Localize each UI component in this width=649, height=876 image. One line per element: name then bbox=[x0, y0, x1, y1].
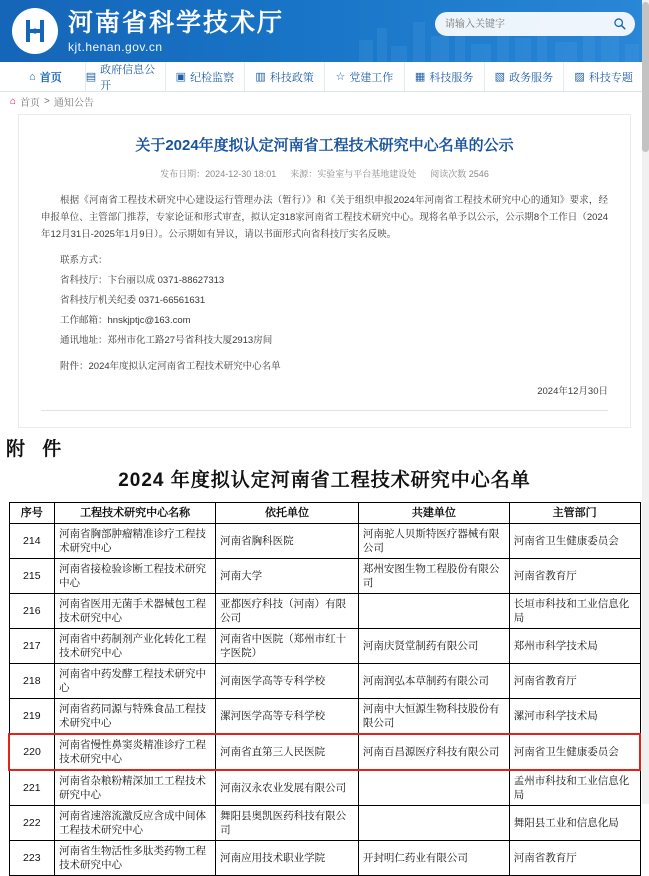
topic-icon: ▨ bbox=[574, 71, 585, 83]
nav-label: 科技服务 bbox=[429, 71, 474, 84]
row-name: 河南省杂粮粉精深加工工程技术研究中心 bbox=[55, 770, 216, 806]
page-title: 关于2024年度拟认定河南省工程技术研究中心名单的公示 bbox=[135, 137, 514, 154]
nav-item-gov-info[interactable] bbox=[86, 62, 166, 91]
table-row bbox=[9, 594, 640, 629]
row-no: 217 bbox=[9, 629, 55, 664]
col-partner: 共建单位 bbox=[358, 503, 509, 524]
table-header-row bbox=[9, 503, 640, 524]
star-icon: ☆ bbox=[335, 71, 346, 83]
shield-icon: ▣ bbox=[175, 71, 187, 83]
nav-label: 首页 bbox=[39, 71, 62, 84]
site-header bbox=[0, 0, 649, 62]
row-partner: 河南润弘本草制药有限公司 bbox=[358, 664, 509, 699]
views-label: 阅读次数 bbox=[430, 169, 467, 179]
row-dept: 河南省教育厅 bbox=[509, 841, 640, 876]
table-row bbox=[9, 664, 640, 699]
center-list-table bbox=[8, 502, 641, 876]
row-dept: 河南省卫生健康委员会 bbox=[509, 734, 640, 770]
row-partner bbox=[358, 594, 509, 629]
row-name: 河南省药同源与特殊食品工程技术研究中心 bbox=[55, 699, 216, 735]
row-host: 河南省胸科医院 bbox=[216, 524, 359, 559]
nav-item-party[interactable] bbox=[325, 62, 405, 91]
article-card bbox=[18, 114, 631, 428]
row-name: 河南省接检验诊断工程技术研究中心 bbox=[55, 559, 216, 594]
table-row bbox=[9, 806, 640, 841]
nav-item-home[interactable] bbox=[6, 62, 86, 91]
row-name: 河南省中药制剂产业化转化工程技术研究中心 bbox=[55, 629, 216, 664]
row-no: 219 bbox=[9, 699, 55, 735]
attachment-label: 附 件 bbox=[6, 439, 68, 460]
row-partner: 郑州安图生物工程股份有限公司 bbox=[358, 559, 509, 594]
row-name: 河南省生物活性多肽类药物工程技术研究中心 bbox=[55, 841, 216, 876]
row-no: 218 bbox=[9, 664, 55, 699]
article-body bbox=[41, 192, 608, 400]
row-partner bbox=[358, 770, 509, 806]
row-dept: 河南省教育厅 bbox=[509, 559, 640, 594]
row-no: 215 bbox=[9, 559, 55, 594]
row-host: 舞阳县奥凯医药科技有限公司 bbox=[216, 806, 359, 841]
nav-item-tech-service[interactable] bbox=[405, 62, 485, 91]
breadcrumb-current: 通知公告 bbox=[53, 97, 94, 109]
henan-emblem-icon bbox=[12, 8, 58, 54]
nav-item-gov-service[interactable] bbox=[485, 62, 565, 91]
article-source bbox=[290, 167, 416, 180]
row-host: 漯河医学高等专科学校 bbox=[216, 699, 359, 735]
col-host: 依托单位 bbox=[216, 503, 359, 524]
nav-label: 科技政策 bbox=[269, 71, 314, 84]
scrollbar-thumb[interactable] bbox=[642, 2, 649, 152]
divider bbox=[41, 410, 608, 411]
row-no: 222 bbox=[9, 806, 55, 841]
attachment-title: 2024 年度拟认定河南省工程技术研究中心名单 bbox=[118, 470, 531, 491]
article-paragraph: 工作邮箱：hnskjptjc@163.com bbox=[60, 315, 191, 326]
row-host: 亚都医疗科技（河南）有限公司 bbox=[216, 594, 359, 629]
main-nav[interactable] bbox=[0, 62, 649, 92]
row-no: 223 bbox=[9, 841, 55, 876]
col-no: 序号 bbox=[9, 503, 55, 524]
table-row bbox=[9, 559, 640, 594]
row-no: 221 bbox=[9, 770, 55, 806]
table-row-highlighted bbox=[9, 734, 640, 770]
row-dept: 漯河市科学技术局 bbox=[509, 699, 640, 735]
col-name: 工程技术研究中心名称 bbox=[55, 503, 216, 524]
row-dept: 河南省卫生健康委员会 bbox=[509, 524, 640, 559]
article-sign-date: 2024年12月30日 bbox=[537, 386, 608, 397]
row-partner: 河南百昌源医疗科技有限公司 bbox=[358, 734, 509, 770]
article-paragraph: 省科技厅机关纪委 0371-66561631 bbox=[60, 295, 206, 306]
nav-item-policy[interactable] bbox=[245, 62, 325, 91]
row-dept: 郑州市科学技术局 bbox=[509, 629, 640, 664]
nav-label: 科技专题 bbox=[588, 71, 633, 84]
row-partner: 河南驼人贝斯特医疗器械有限公司 bbox=[358, 524, 509, 559]
row-partner: 河南中大恒源生物科技股份有限公司 bbox=[358, 699, 509, 735]
row-dept: 孟州市科技和工业信息化局 bbox=[509, 770, 640, 806]
site-title: 河南省科学技术厅 bbox=[68, 7, 285, 37]
row-partner bbox=[358, 806, 509, 841]
row-no: 216 bbox=[9, 594, 55, 629]
article-meta bbox=[41, 167, 608, 180]
document-icon: ▤ bbox=[85, 71, 97, 83]
row-name: 河南省速溶流激反应含成中间体工程技术研究中心 bbox=[55, 806, 216, 841]
row-no: 220 bbox=[9, 734, 55, 770]
breadcrumb-home[interactable]: 首页 bbox=[20, 97, 41, 109]
article-paragraph: 省科技厅：卞台丽以成 0371-88627313 bbox=[60, 275, 225, 286]
publish-date-value: 2024-12-30 18:01 bbox=[205, 169, 277, 179]
row-host: 河南医学高等专科学校 bbox=[216, 664, 359, 699]
nav-label: 纪检监察 bbox=[190, 71, 235, 84]
service-icon: ▦ bbox=[414, 71, 426, 83]
search-input[interactable] bbox=[443, 18, 613, 31]
view-count bbox=[430, 167, 489, 180]
page-scrollbar[interactable] bbox=[642, 0, 649, 804]
row-name: 河南省医用无菌手术器械包工程技术研究中心 bbox=[55, 594, 216, 629]
table-row bbox=[9, 524, 640, 559]
table-row bbox=[9, 841, 640, 876]
nav-item-topic[interactable] bbox=[564, 62, 643, 91]
row-no: 214 bbox=[9, 524, 55, 559]
row-partner: 河南庆贤堂制药有限公司 bbox=[358, 629, 509, 664]
publish-date-label: 发布日期： bbox=[160, 169, 206, 179]
article-paragraph: 通讯地址：郑州市化工路27号省科技大厦2913房间 bbox=[60, 335, 273, 346]
row-name: 河南省胸部肿瘤精准诊疗工程技术研究中心 bbox=[55, 524, 216, 559]
source-value: 实验室与平台基地建设处 bbox=[317, 169, 417, 179]
table-row bbox=[9, 770, 640, 806]
row-host: 河南汉永农业发展有限公司 bbox=[216, 770, 359, 806]
site-logo[interactable] bbox=[12, 8, 284, 54]
row-dept: 河南省教育厅 bbox=[509, 664, 640, 699]
breadcrumb-separator: > bbox=[44, 95, 50, 107]
search-box[interactable] bbox=[435, 12, 635, 36]
site-domain: kjt.henan.gov.cn bbox=[68, 39, 163, 54]
col-dept: 主管部门 bbox=[509, 503, 640, 524]
nav-label: 党建工作 bbox=[349, 71, 394, 84]
row-name: 河南省慢性鼻窦炎精准诊疗工程技术研究中心 bbox=[55, 734, 216, 770]
breadcrumb bbox=[0, 92, 649, 110]
nav-item-inspection[interactable] bbox=[166, 62, 246, 91]
gov-icon: ▧ bbox=[494, 71, 506, 83]
views-value: 2546 bbox=[468, 169, 489, 179]
row-host: 河南大学 bbox=[216, 559, 359, 594]
nav-label: 政府信息公开 bbox=[100, 63, 156, 92]
row-host: 河南应用技术职业学院 bbox=[216, 841, 359, 876]
policy-icon: ▥ bbox=[255, 71, 266, 83]
row-host: 河南省中医院（郑州市红十字医院） bbox=[216, 629, 359, 664]
row-dept: 长垣市科技和工业信息化局 bbox=[509, 594, 640, 629]
nav-label: 政务服务 bbox=[509, 71, 554, 84]
search-icon[interactable] bbox=[613, 17, 627, 31]
row-name: 河南省中药发酵工程技术研究中心 bbox=[55, 664, 216, 699]
row-dept: 舞阳县工业和信息化局 bbox=[509, 806, 640, 841]
home-icon: ⌂ bbox=[29, 70, 36, 83]
row-host: 河南省直第三人民医院 bbox=[216, 734, 359, 770]
publish-date bbox=[160, 167, 276, 180]
article-attachment-line[interactable]: 附件：2024年度拟认定河南省工程技术研究中心名单 bbox=[60, 361, 281, 372]
table-row bbox=[9, 629, 640, 664]
article-paragraph: 联系方式： bbox=[60, 255, 108, 266]
article-paragraph: 根据《河南省工程技术研究中心建设运行管理办法（暂行）》和《关于组织申报2024年河南省工程技术研究中心的通知》要求，经申报单位、主管部门推荐，专家论证和形式审查，拟认定318家河南省工程技术研究中心。现将名单予以公示，公示期8个工作日（2024年12月31日-2025年1月9日）。公示期如有异议，请以书面形式向省科技厅实名反映。 bbox=[41, 195, 608, 240]
source-label: 来源： bbox=[290, 169, 318, 179]
table-row bbox=[9, 699, 640, 735]
home-icon: ⌂ bbox=[10, 95, 17, 107]
row-partner: 开封明仁药业有限公司 bbox=[358, 841, 509, 876]
